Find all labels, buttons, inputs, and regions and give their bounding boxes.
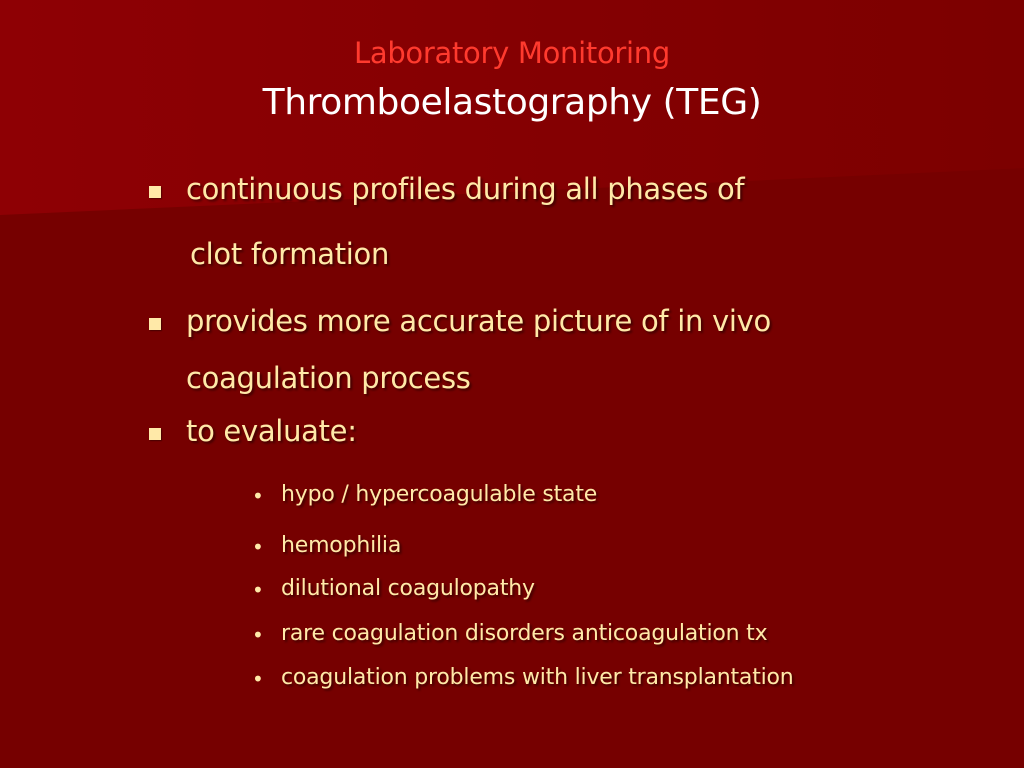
square-bullet-icon	[149, 186, 161, 198]
sub-bullet-item: rare coagulation disorders anticoagulation tx	[281, 621, 768, 646]
dot-bullet-icon: •	[252, 623, 264, 647]
sub-bullet-item: dilutional coagulopathy	[281, 576, 535, 601]
bullet-2-line-1: provides more accurate picture of in vivo	[186, 304, 771, 338]
sub-bullet-item: hypo / hypercoagulable state	[281, 482, 598, 507]
bullet-1-line-1: continuous profiles during all phases of	[186, 172, 745, 206]
bullet-1-line-2: clot formation	[190, 237, 390, 271]
dot-bullet-icon: •	[252, 535, 264, 559]
dot-bullet-icon: •	[252, 484, 264, 508]
square-bullet-icon	[149, 318, 161, 330]
dot-bullet-icon: •	[252, 667, 264, 691]
slide-heading: Laboratory Monitoring	[354, 36, 670, 70]
square-bullet-icon	[149, 428, 161, 440]
slide-title: Thromboelastography (TEG)	[262, 82, 762, 123]
bullet-3-line-1: to evaluate:	[186, 414, 357, 448]
bullet-2-line-2: coagulation process	[186, 361, 471, 395]
dot-bullet-icon: •	[252, 578, 264, 602]
sub-bullet-item: coagulation problems with liver transplantation	[281, 665, 794, 690]
sub-bullet-item: hemophilia	[281, 533, 402, 558]
